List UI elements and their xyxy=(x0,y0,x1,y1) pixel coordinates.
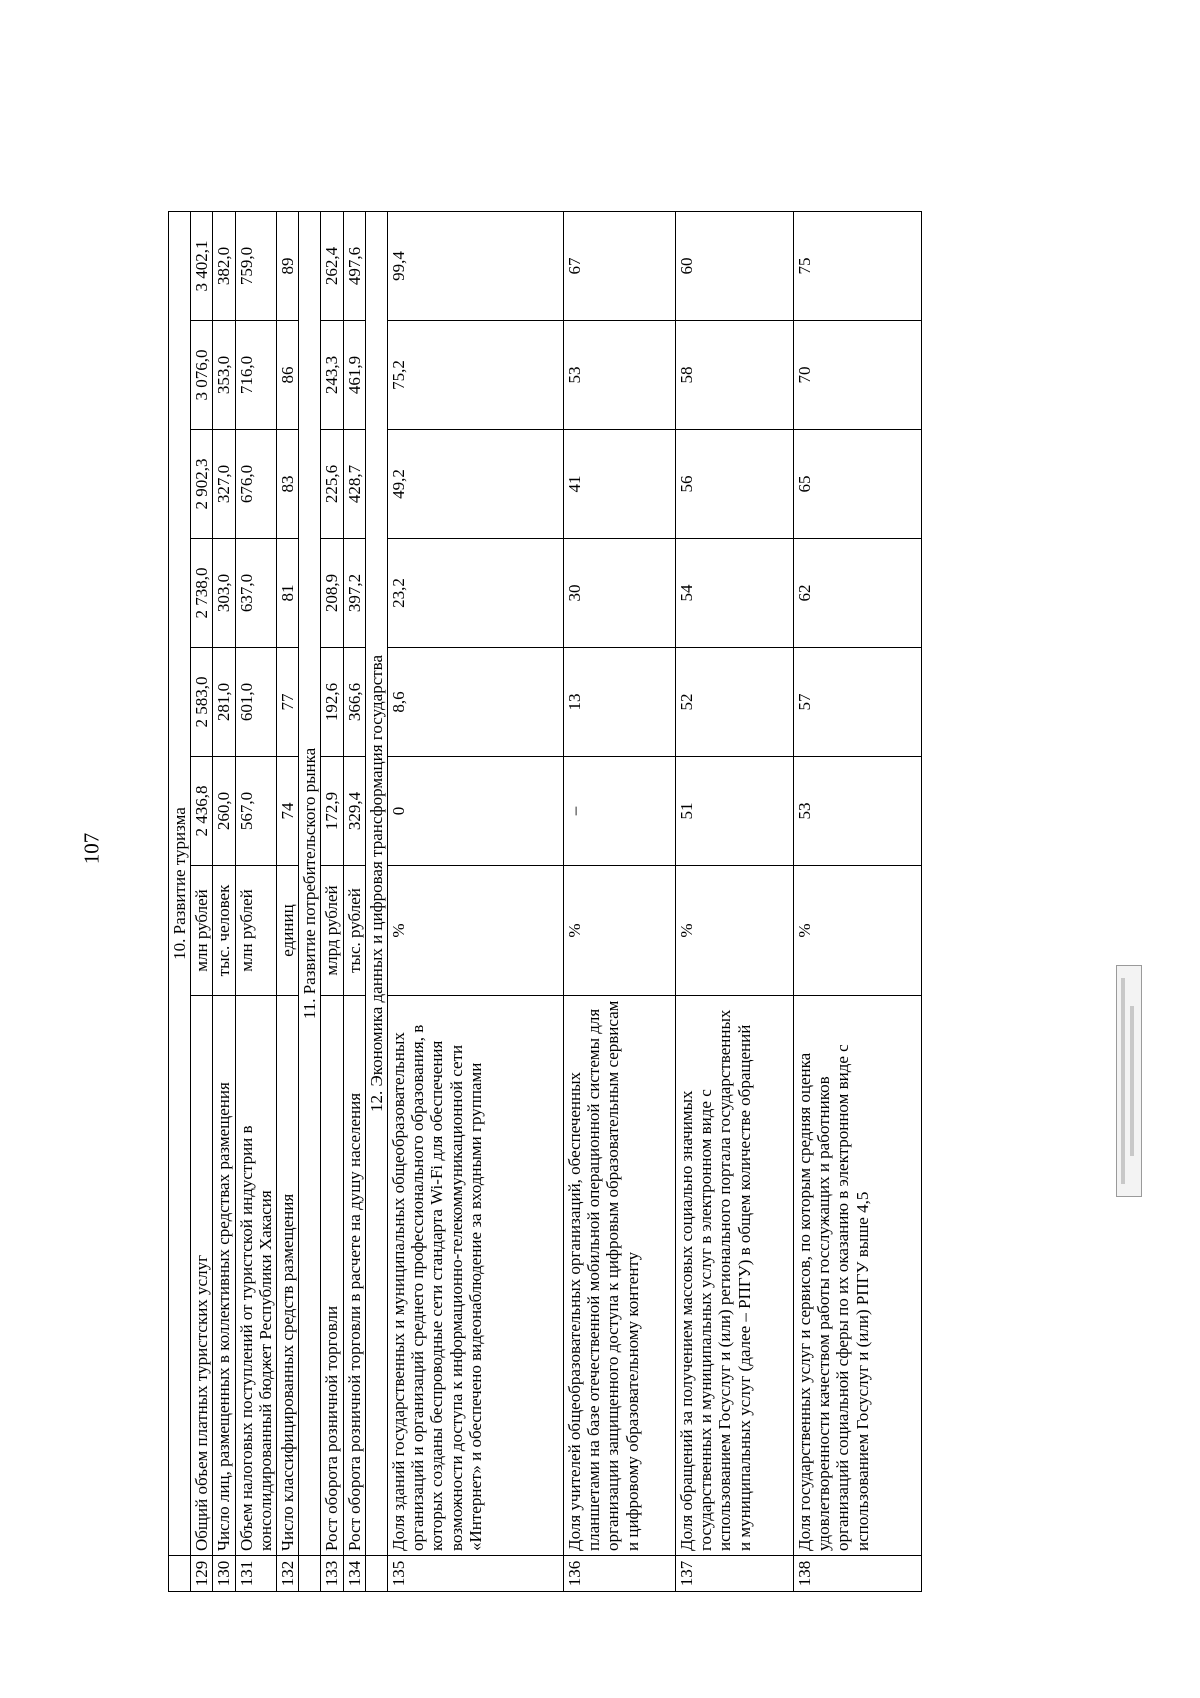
table-row xyxy=(277,211,299,1591)
stamp-mark xyxy=(1116,965,1142,1197)
unit-cell: единиц xyxy=(277,866,299,996)
section-title: 12. Экономика данных и цифровая трансформация государства xyxy=(365,211,387,1555)
value-cell: 89 xyxy=(277,211,299,320)
value-cell: 262,4 xyxy=(321,211,343,320)
section-row xyxy=(169,211,191,1591)
indicator-name: Общий объем платных туристских услуг xyxy=(191,996,213,1556)
unit-cell: тыс. человек xyxy=(213,866,235,996)
value-cell: 65 xyxy=(794,430,922,539)
table-row xyxy=(564,211,676,1591)
table-body xyxy=(169,211,922,1591)
row-number: 135 xyxy=(388,1556,564,1592)
value-cell: 497,6 xyxy=(343,211,365,320)
value-cell: 2 436,8 xyxy=(191,757,213,866)
value-cell: 8,6 xyxy=(388,648,564,757)
row-number: 130 xyxy=(213,1556,235,1592)
value-cell: 62 xyxy=(794,539,922,648)
value-cell: 716,0 xyxy=(235,321,276,430)
value-cell: 208,9 xyxy=(321,539,343,648)
value-cell: 56 xyxy=(676,430,794,539)
value-cell: 2 738,0 xyxy=(191,539,213,648)
row-number: 131 xyxy=(235,1556,276,1592)
value-cell: 327,0 xyxy=(213,430,235,539)
value-cell: 52 xyxy=(676,648,794,757)
indicator-name: Число лиц, размещенных в коллективных средствах размещения xyxy=(213,996,235,1556)
page-number: 107 xyxy=(79,832,104,865)
value-cell: 366,6 xyxy=(343,648,365,757)
table-row xyxy=(388,211,564,1591)
indicators-table xyxy=(168,211,922,1592)
indicator-name: Рост оборота розничной торговли xyxy=(321,996,343,1556)
value-cell: 60 xyxy=(676,211,794,320)
value-cell: 99,4 xyxy=(388,211,564,320)
row-number: 133 xyxy=(321,1556,343,1592)
table-row xyxy=(343,211,365,1591)
value-cell: 81 xyxy=(277,539,299,648)
value-cell: 53 xyxy=(564,321,676,430)
value-cell: 2 583,0 xyxy=(191,648,213,757)
section-row xyxy=(365,211,387,1591)
unit-cell: млрд рублей xyxy=(321,866,343,996)
value-cell: 260,0 xyxy=(213,757,235,866)
value-cell: 75,2 xyxy=(388,321,564,430)
value-cell: 601,0 xyxy=(235,648,276,757)
unit-cell: млн рублей xyxy=(235,866,276,996)
value-cell: 49,2 xyxy=(388,430,564,539)
unit-cell: % xyxy=(388,866,564,996)
value-cell: 3 402,1 xyxy=(191,211,213,320)
row-number: 136 xyxy=(564,1556,676,1592)
value-cell: 759,0 xyxy=(235,211,276,320)
value-cell: – xyxy=(564,757,676,866)
value-cell: 382,0 xyxy=(213,211,235,320)
value-cell: 329,4 xyxy=(343,757,365,866)
row-number: 137 xyxy=(676,1556,794,1592)
indicator-name: Доля обращений за получением массовых социально значимых государственных и муниципальных услуг в электронном виде с использованием Госуслуг и (или) регионального портала государственных и муниципальных услуг (далее – РПГУ) в общем количестве обращений xyxy=(676,996,794,1556)
value-cell: 57 xyxy=(794,648,922,757)
value-cell: 172,9 xyxy=(321,757,343,866)
table-row xyxy=(235,211,276,1591)
value-cell: 637,0 xyxy=(235,539,276,648)
value-cell: 676,0 xyxy=(235,430,276,539)
indicator-name: Доля государственных услуг и сервисов, по которым средняя оценка удовлетворенности качеством работы госслужащих и работников организаций социальной сферы по их оказанию в электронном виде с использованием Госуслуг и (или) РПГУ выше 4,5 xyxy=(794,996,922,1556)
indicator-name: Объем налоговых поступлений от туристской индустрии в консолидированный бюджет Республики Хакасия xyxy=(235,996,276,1556)
section-row xyxy=(299,211,321,1591)
value-cell: 30 xyxy=(564,539,676,648)
section-title: 10. Развитие туризма xyxy=(169,211,191,1555)
value-cell: 86 xyxy=(277,321,299,430)
indicator-name: Доля зданий государственных и муниципальных общеобразовательных организаций и организаций среднего профессионального образования, в которых созданы беспроводные сети стандарта Wi-Fi для обеспечения возможности доступа к информационно-телекоммуникационной сети «Интернет» и обеспечено видеонаблюдение за входными группами xyxy=(388,996,564,1556)
table-row xyxy=(676,211,794,1591)
value-cell: 53 xyxy=(794,757,922,866)
value-cell: 0 xyxy=(388,757,564,866)
table-row xyxy=(213,211,235,1591)
indicator-name: Доля учителей общеобразовательных организаций, обеспеченных планшетами на базе отечественной мобильной операционной системы для организации защищенного доступа к цифровым образовательным сервисам и цифровому образовательному контенту xyxy=(564,996,676,1556)
value-cell: 567,0 xyxy=(235,757,276,866)
indicator-name: Число классифицированных средств размещения xyxy=(277,996,299,1556)
value-cell: 77 xyxy=(277,648,299,757)
unit-cell: тыс. рублей xyxy=(343,866,365,996)
row-number: 138 xyxy=(794,1556,922,1592)
value-cell: 75 xyxy=(794,211,922,320)
row-number: 132 xyxy=(277,1556,299,1592)
value-cell: 2 902,3 xyxy=(191,430,213,539)
value-cell: 83 xyxy=(277,430,299,539)
value-cell: 74 xyxy=(277,757,299,866)
value-cell: 3 076,0 xyxy=(191,321,213,430)
value-cell: 58 xyxy=(676,321,794,430)
row-number: 134 xyxy=(343,1556,365,1592)
value-cell: 397,2 xyxy=(343,539,365,648)
value-cell: 13 xyxy=(564,648,676,757)
unit-cell: % xyxy=(794,866,922,996)
value-cell: 54 xyxy=(676,539,794,648)
value-cell: 461,9 xyxy=(343,321,365,430)
value-cell: 41 xyxy=(564,430,676,539)
value-cell: 67 xyxy=(564,211,676,320)
rotated-table-container xyxy=(168,212,1148,1592)
unit-cell: % xyxy=(564,866,676,996)
row-number: 129 xyxy=(191,1556,213,1592)
value-cell: 428,7 xyxy=(343,430,365,539)
section-title: 11. Развитие потребительского рынка xyxy=(299,211,321,1555)
value-cell: 243,3 xyxy=(321,321,343,430)
unit-cell: млн рублей xyxy=(191,866,213,996)
table-row xyxy=(794,211,922,1591)
value-cell: 51 xyxy=(676,757,794,866)
value-cell: 353,0 xyxy=(213,321,235,430)
value-cell: 70 xyxy=(794,321,922,430)
table-row xyxy=(191,211,213,1591)
unit-cell: % xyxy=(676,866,794,996)
value-cell: 225,6 xyxy=(321,430,343,539)
value-cell: 281,0 xyxy=(213,648,235,757)
value-cell: 303,0 xyxy=(213,539,235,648)
value-cell: 192,6 xyxy=(321,648,343,757)
table-row xyxy=(321,211,343,1591)
indicator-name: Рост оборота розничной торговли в расчете на душу населения xyxy=(343,996,365,1556)
value-cell: 23,2 xyxy=(388,539,564,648)
